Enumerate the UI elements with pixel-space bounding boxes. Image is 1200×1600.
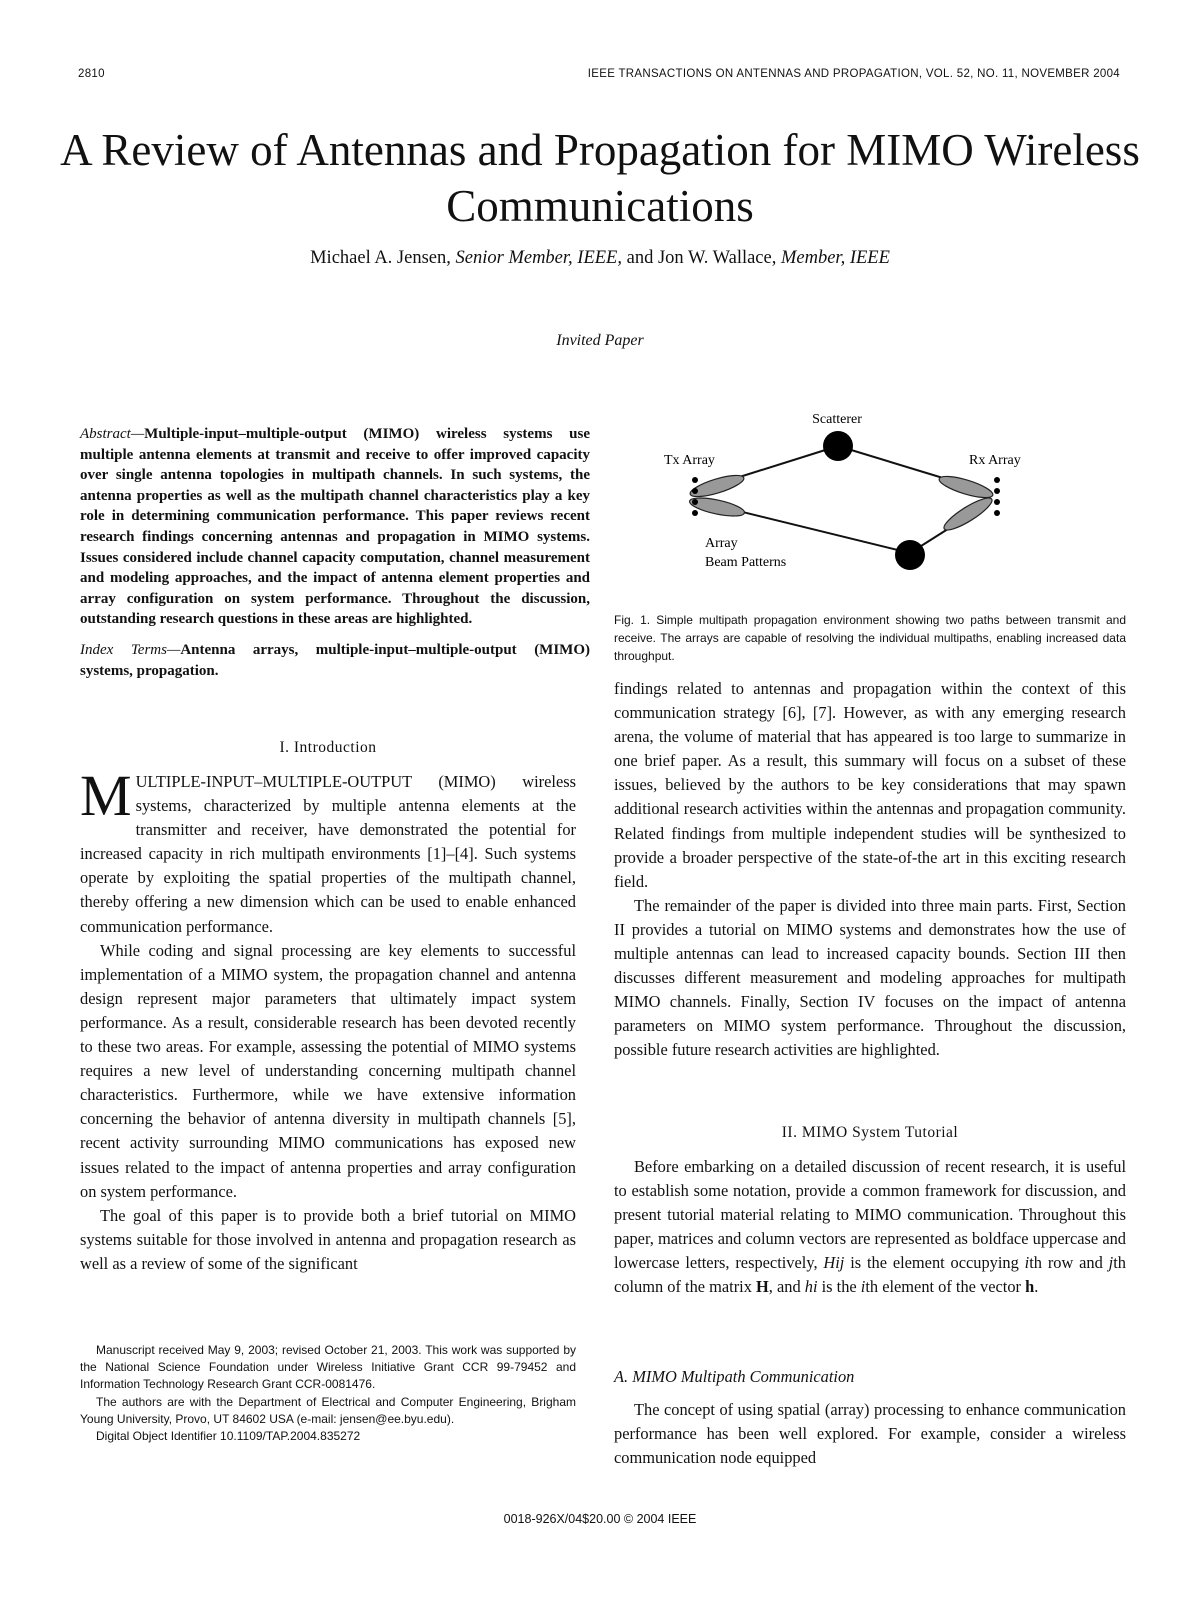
tx-beam-lower — [688, 494, 746, 519]
abstract-label: Abstract— — [80, 426, 145, 442]
rx-array-elements — [994, 477, 1000, 516]
abstract-block — [80, 424, 590, 681]
section-2-heading: II. MIMO System Tutorial — [781, 1124, 959, 1141]
section-1-heading: I. Introduction — [279, 739, 377, 756]
tutorial-paragraph-1 — [614, 1155, 1126, 1300]
tutorial-text: , and — [768, 1277, 801, 1297]
page-number: 2810 — [78, 68, 105, 80]
tutorial-text: th element of the vector — [865, 1277, 1022, 1297]
symbol-i: i — [860, 1277, 866, 1297]
tutorial-text: Before embarking on a detailed discussion of recent research, it is useful to establish some notation, provide a common framework for discussion, and present tutorial material relating to MIMO communication. Throughout this paper, matrices and column vectors are represented as boldface uppercase and lowercase letters, respectively, — [614, 1157, 1126, 1273]
index-terms-label: Index Terms— — [80, 641, 181, 658]
journal-name: IEEE TRANSACTIONS ON ANTENNAS AND PROPAGATION, VOL. 52, NO. 11, NOVEMBER 2004 — [587, 68, 1120, 80]
intro-p1-text: ULTIPLE-INPUT–MULTIPLE-OUTPUT (MIMO) wireless systems, characterized by multiple antenna elements at the transmitter and receiver, have demonstrated the potential for increased capacity in rich multipath environments [1]–[4]. Such systems operate by exploiting the spatial properties of the multipath channel, thereby offering a new dimension which can be used to enable enhanced communication performance. — [80, 772, 576, 936]
symbol-H: H — [756, 1277, 769, 1297]
symbol-hi: hi — [804, 1277, 818, 1297]
author-line — [60, 248, 1140, 269]
footnote-manuscript: Manuscript received May 9, 2003; revised October 21, 2003. This work was supported by the National Science Foundation under Wireless Initiative Grant CCR 99-79452 and Information Technology Research Grant CCR-0081476. — [80, 1343, 576, 1392]
tutorial-text: th row and — [1029, 1253, 1103, 1273]
label-scatterer: Scatterer — [812, 412, 862, 427]
figure-1-caption: Fig. 1. Simple multipath propagation environment showing two paths between transmit and receive. The arrays are capable of resolving the individual multipaths, enabling increased data throughput. — [614, 613, 1126, 663]
label-tx-array: Tx Array — [664, 453, 715, 468]
tutorial-text: . — [1034, 1277, 1039, 1297]
intro-paragraph-2: While coding and signal processing are key elements to successful implementation of a MIMO system, the propagation channel and antenna design represent major parameters that ultimately impact system performance. As a result, considerable research has been devoted recently to these two areas. For example, assessing the potential of MIMO systems requires a new level of understanding concerning multipath channel characteristics. Furthermore, while we have extensive information concerning the behavior of antenna diversity in multipath channels [5], recent activity surrounding MIMO communications has exposed new issues related to the impact of antenna properties and array configuration on system performance. — [80, 940, 576, 1201]
subsection-heading: A. MIMO Multipath Communication — [614, 1367, 855, 1386]
tx-element — [692, 488, 698, 494]
rx-element — [994, 510, 1000, 516]
intro-paragraph-3-continued: findings related to antennas and propagation within the context of this communication strategy [6], [7]. However, as with any emerging research arena, the volume of material that has appeared is too large to summarize in one brief paper. As a result, this summary will focus on a subset of these issues, believed by the authors to be key considerations that may spawn additional research activities within the antennas and propagation community. Related findings from multiple independent studies will be synthesized to provide a broader perspective of the state-of-the art in this exciting research field. — [614, 679, 1126, 891]
abstract-text: Multiple-input–multiple-output (MIMO) wireless systems use multiple antenna elements at transmit and receive to offer improved capacity over single antenna topologies in multipath channels. In such systems, the antenna properties as well as the multipath channel characteristics play a key role in determining communication performance. This paper reviews recent research findings concerning antennas and propagation in MIMO systems. Issues considered include channel capacity computation, channel measurement and modeling approaches, and the impact of antenna element properties and array configuration on system performance. Throughout the discussion, outstanding research questions in these areas are highlighted. — [80, 426, 590, 628]
tutorial-text: th column of the matrix — [614, 1253, 1126, 1297]
scatterer-1 — [823, 431, 853, 461]
symbol-Hij: Hij — [823, 1253, 845, 1273]
copyright-id: 0018-926X/04$20.00 © 2004 IEEE — [503, 1512, 697, 1526]
tx-element — [692, 510, 698, 516]
rx-beam-upper — [937, 472, 995, 502]
intro-paragraph-1 — [80, 763, 576, 939]
drop-cap: M — [80, 763, 132, 828]
label-rx-array: Rx Array — [969, 453, 1021, 468]
author-2-role: Member, IEEE — [780, 248, 890, 268]
propagation-paths — [714, 446, 970, 553]
author-1-role: Senior Member, IEEE, — [455, 248, 622, 268]
symbol-h: h — [1025, 1277, 1035, 1297]
index-terms-paragraph — [80, 640, 590, 681]
left-column-body — [80, 763, 576, 1276]
label-array: Array — [705, 536, 738, 551]
rx-beam-lower — [941, 493, 996, 535]
tutorial-text: is the element occupying — [850, 1253, 1019, 1273]
index-terms-text: Antenna arrays, multiple-input–multiple-output (MIMO) systems, propagation. — [80, 641, 590, 679]
footnotes — [80, 1342, 576, 1445]
author-conjunction: and — [626, 248, 654, 268]
tx-element — [692, 477, 698, 483]
intro-paragraph-4: The remainder of the paper is divided into three main parts. First, Section II provides a tutorial on MIMO systems and demonstrates how the use of multiple antennas can lead to increased capacity bounds. Section III then discusses different measurement and modeling approaches for multipath MIMO channels. Finally, Section IV focuses on the impact of antenna parameters on MIMO system performance. Throughout the discussion, possible future research activities are highlighted. — [614, 895, 1126, 1060]
tx-element — [692, 499, 698, 505]
right-column-body — [614, 677, 1126, 1063]
section-2-body — [614, 1155, 1126, 1300]
paper-title: A Review of Antennas and Propagation for MIMO Wireless Communications — [60, 125, 1140, 231]
label-beam-patterns: Beam Patterns — [705, 555, 787, 570]
footnote-doi: Digital Object Identifier 10.1109/TAP.2004.835272 — [96, 1429, 361, 1444]
rx-beam-patterns — [937, 472, 995, 535]
author-1: Michael A. Jensen, — [310, 248, 451, 268]
abstract-paragraph — [80, 424, 590, 630]
subsection-body — [614, 1398, 1126, 1470]
invited-paper-label: Invited Paper — [556, 332, 644, 349]
multipath-paragraph: The concept of using spatial (array) processing to enhance communication performance has been well explored. For example, consider a wireless communication node equipped — [614, 1400, 1126, 1468]
scatterer-2 — [895, 540, 925, 570]
symbol-i: i — [1024, 1253, 1030, 1273]
author-2: Jon W. Wallace, — [657, 248, 777, 268]
rx-element — [994, 488, 1000, 494]
symbol-j: j — [1108, 1253, 1114, 1273]
tx-beam-upper — [688, 471, 746, 501]
rx-element — [994, 477, 1000, 483]
footnote-affiliation: The authors are with the Department of Electrical and Computer Engineering, Brigham Young University, Provo, UT 84602 USA (e-mail: jensen@ee.byu.edu). — [80, 1394, 576, 1426]
tutorial-text: is the — [821, 1277, 857, 1297]
intro-paragraph-3: The goal of this paper is to provide both a brief tutorial on MIMO systems suitable for those involved in antenna and propagation research as well as a review of some of the significant — [80, 1205, 576, 1273]
rx-element — [994, 499, 1000, 505]
figure-1-diagram — [612, 400, 1122, 585]
